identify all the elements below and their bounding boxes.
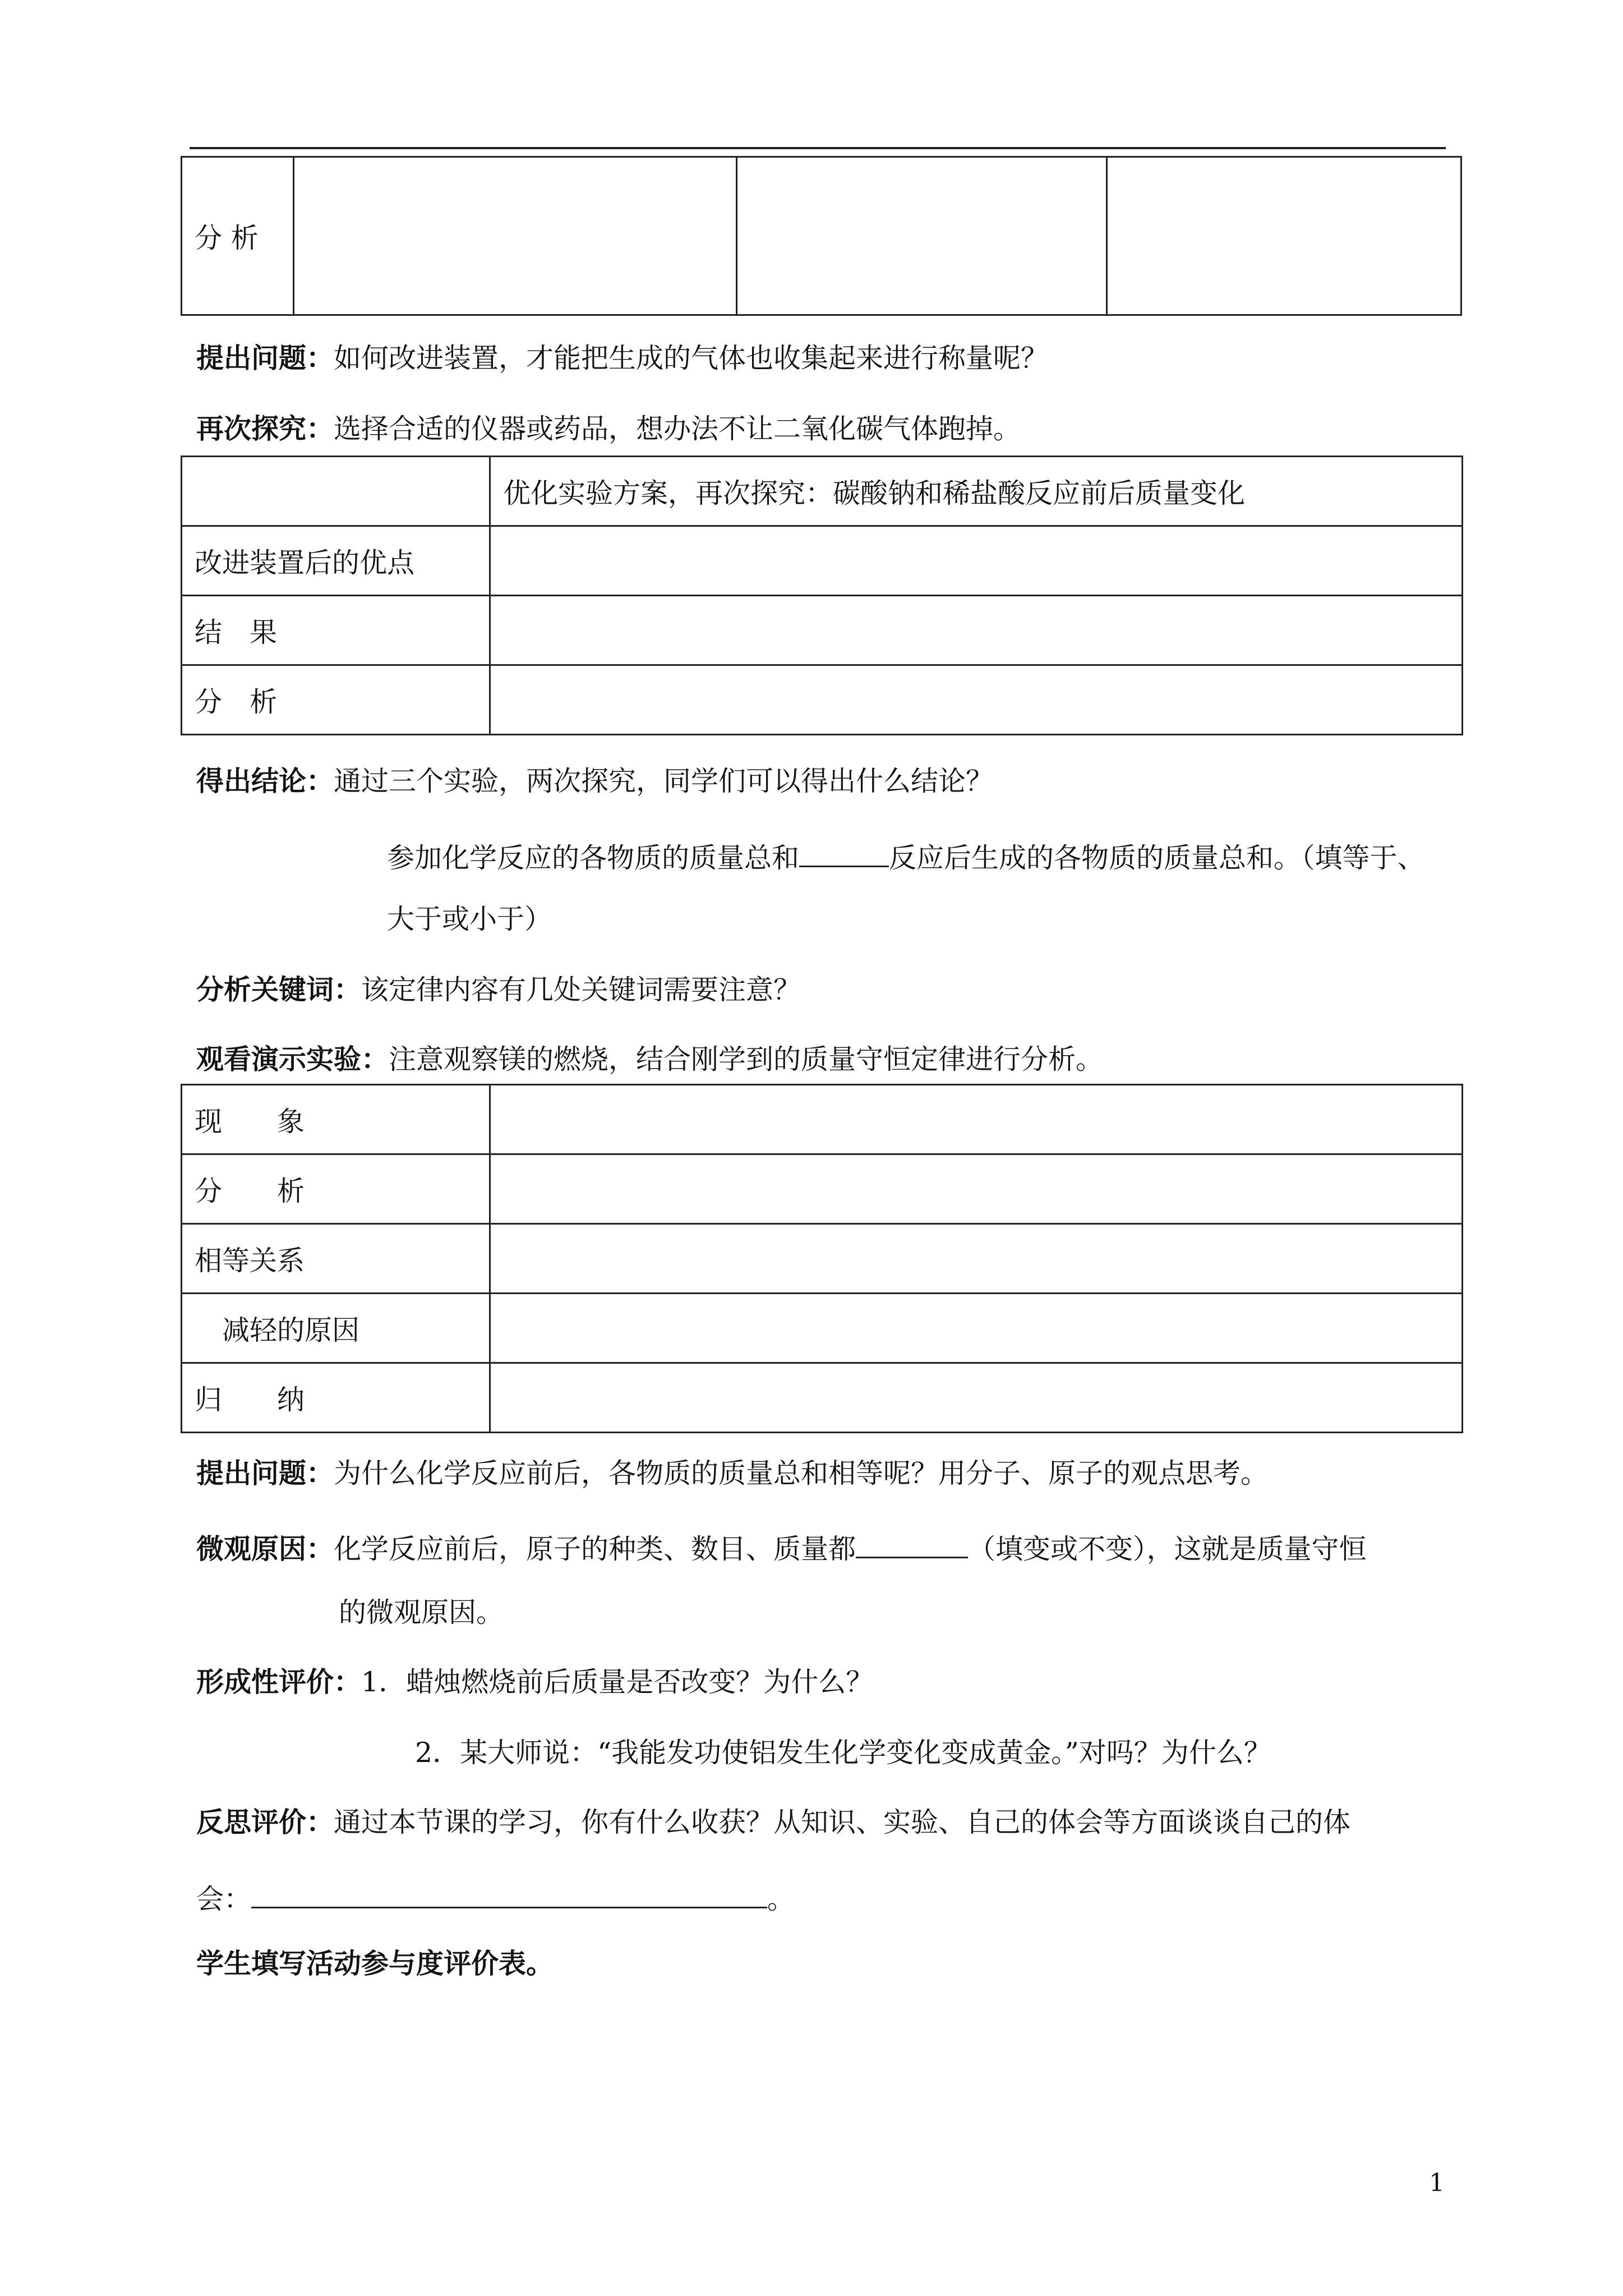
question-1-label: 提出问题： xyxy=(196,342,334,374)
question-3-text: 为什么化学反应前后，各物质的质量总和相等呢？用分子、原子的观点思考。 xyxy=(334,1457,1269,1489)
explore-again-label: 再次探究： xyxy=(196,412,334,445)
micro-blank[interactable] xyxy=(856,1529,968,1558)
table2-answer-cell[interactable] xyxy=(490,665,1463,735)
table2-header: 优化实验方案，再次探究：碳酸钠和稀盐酸反应前后质量变化 xyxy=(490,457,1463,526)
formative-item-2: 2．某大师说：“我能发功使铝发生化学变化变成黄金。”对吗？为什么？ xyxy=(415,1737,1271,1769)
table3-answer-cell[interactable] xyxy=(490,1363,1463,1433)
reflection-text: 通过本节课的学习，你有什么收获？从知识、实验、自己的体会等方面谈谈自己的体 xyxy=(334,1806,1351,1838)
optimized-experiment-table xyxy=(181,455,1463,735)
table3-row-label: 分 析 xyxy=(182,1154,490,1224)
conclusion-fill-line xyxy=(387,838,1425,872)
table2-corner-cell xyxy=(182,457,490,526)
table2-answer-cell[interactable] xyxy=(490,596,1463,665)
conclusion-line2: 大于或小于） xyxy=(387,903,552,935)
table3-row-label: 相等关系 xyxy=(182,1224,490,1294)
conclusion-text: 通过三个实验，两次探究，同学们可以得出什么结论？ xyxy=(334,765,994,797)
conclusion-line1-a: 参加化学反应的各物质的质量总和 xyxy=(387,842,800,874)
table1-cell[interactable] xyxy=(737,157,1107,315)
micro-text-b: （填变或不变），这就是质量守恒 xyxy=(968,1533,1367,1565)
table3-answer-cell[interactable] xyxy=(490,1224,1463,1294)
conclusion-blank[interactable] xyxy=(799,838,889,867)
formative-evaluation xyxy=(196,1665,874,1698)
question-1-text: 如何改进装置，才能把生成的气体也收集起来进行称量呢？ xyxy=(334,342,1049,374)
keywords xyxy=(196,973,801,1006)
reflection-line2-a: 会： xyxy=(196,1883,252,1915)
conclusion xyxy=(196,767,993,795)
table2-row-label: 结 果 xyxy=(182,596,490,665)
conclusion-label: 得出结论： xyxy=(196,765,334,797)
table1-cell[interactable] xyxy=(294,157,737,315)
magnesium-burning-table xyxy=(181,1084,1463,1433)
reflection-line2 xyxy=(196,1879,795,1913)
table3-row-label: 归 纳 xyxy=(182,1363,490,1433)
explore-again-text: 选择合适的仪器或药品，想办法不让二氧化碳气体跑掉。 xyxy=(334,413,1021,445)
table1-row-label: 分 析 xyxy=(182,157,294,315)
table3-row-label: 减轻的原因 xyxy=(182,1294,490,1363)
reflection-blank[interactable] xyxy=(251,1879,767,1908)
question-3-label: 提出问题： xyxy=(196,1457,334,1489)
formative-label: 形成性评价： xyxy=(196,1665,362,1698)
reflection-label: 反思评价： xyxy=(196,1806,334,1838)
table3-answer-cell[interactable] xyxy=(490,1154,1463,1224)
table1-cell[interactable] xyxy=(1107,157,1461,315)
keywords-text: 该定律内容有几处关键词需要注意？ xyxy=(361,974,801,1006)
micro-line2: 的微观原因。 xyxy=(339,1596,504,1628)
question-3 xyxy=(196,1457,1269,1489)
table3-answer-cell[interactable] xyxy=(490,1085,1463,1154)
reflection-line2-b: 。 xyxy=(767,1883,795,1915)
demo-label: 观看演示实验： xyxy=(196,1043,389,1075)
header-rule xyxy=(190,147,1446,149)
reflection xyxy=(196,1806,1351,1838)
micro-reason xyxy=(196,1529,1367,1563)
final-instruction: 学生填写活动参与度评价表。 xyxy=(196,1947,554,1980)
demo-text: 注意观察镁的燃烧，结合刚学到的质量守恒定律进行分析。 xyxy=(389,1043,1104,1075)
table2-row-label: 分 析 xyxy=(182,665,490,735)
conclusion-line1-b: 反应后生成的各物质的质量总和。（填等于、 xyxy=(889,842,1425,874)
explore-again xyxy=(196,412,1021,445)
micro-label: 微观原因： xyxy=(196,1533,334,1565)
table3-answer-cell[interactable] xyxy=(490,1294,1463,1363)
demo-experiment xyxy=(196,1043,1104,1075)
formative-item-1: 1．蜡烛燃烧前后质量是否改变？为什么？ xyxy=(361,1666,874,1698)
page-number: 1 xyxy=(1429,2169,1445,2197)
table3-row-label: 现 象 xyxy=(182,1085,490,1154)
table2-answer-cell[interactable] xyxy=(490,526,1463,596)
table2-row-label: 改进装置后的优点 xyxy=(182,526,490,596)
keywords-label: 分析关键词： xyxy=(196,973,362,1006)
question-1 xyxy=(196,344,1048,372)
micro-text-a: 化学反应前后，原子的种类、数目、质量都 xyxy=(334,1533,856,1565)
analysis-table-top xyxy=(181,156,1462,316)
